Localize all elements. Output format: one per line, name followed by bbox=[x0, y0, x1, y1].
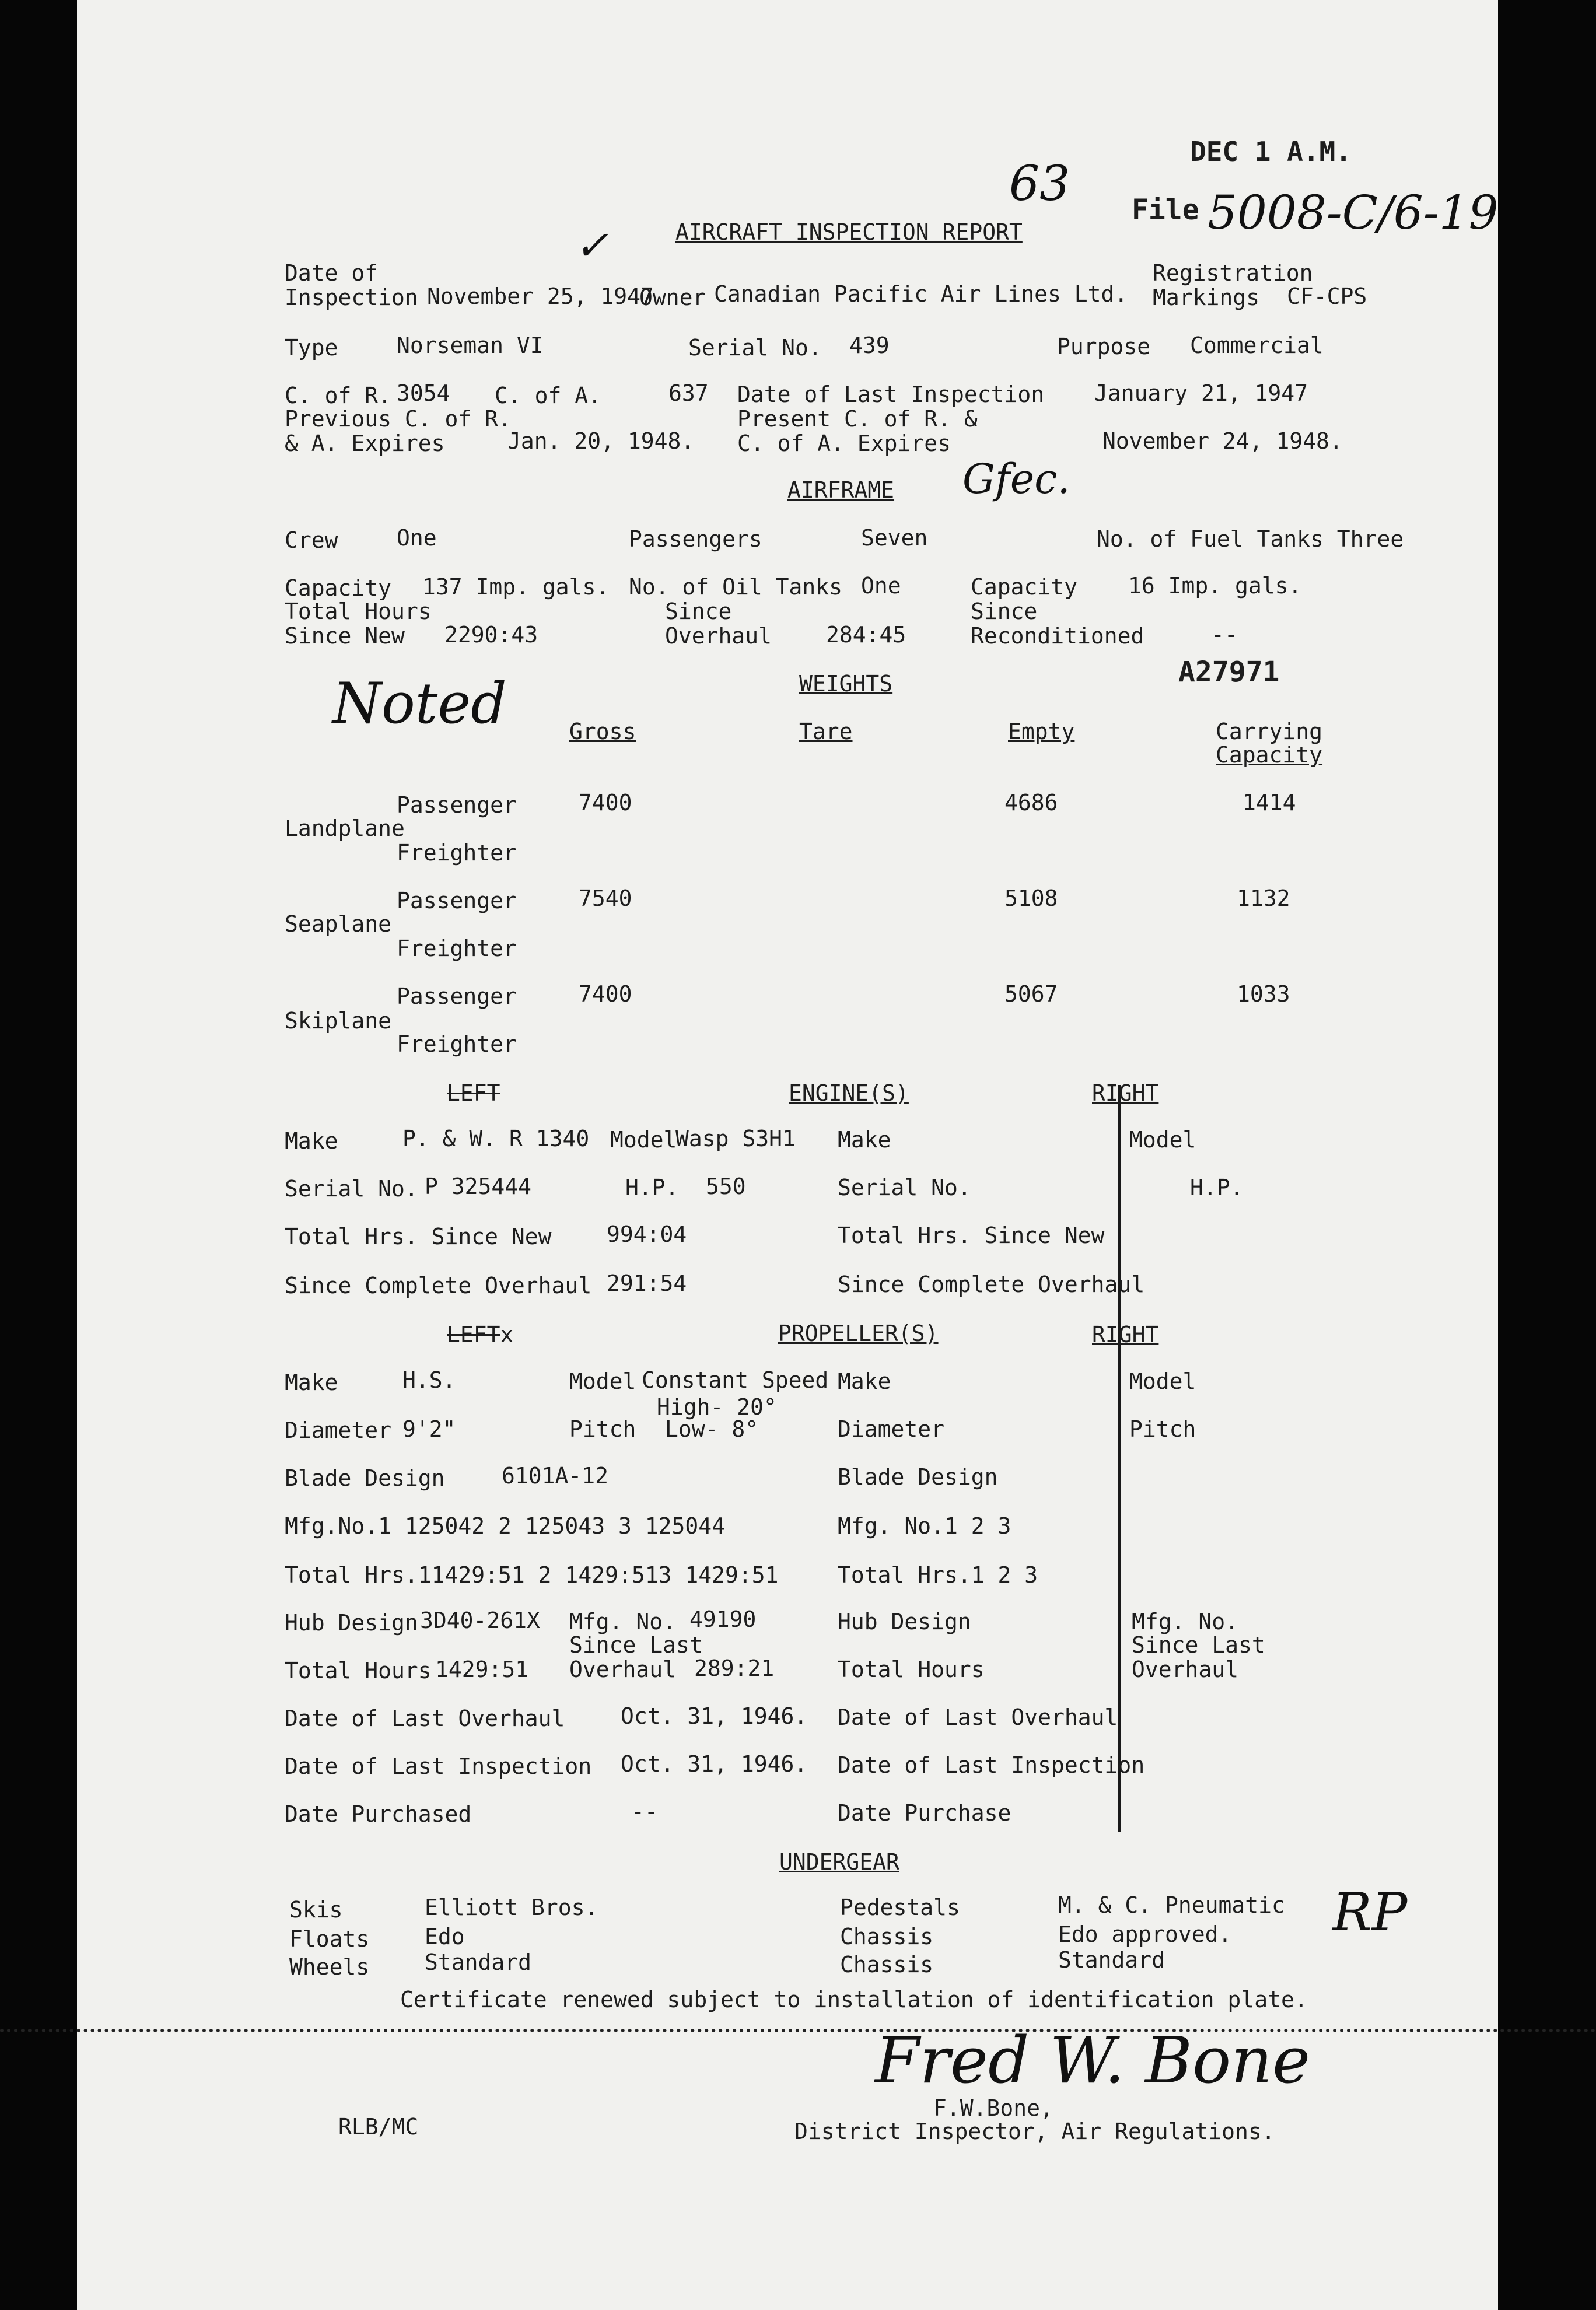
present-expires-value: November 24, 1948. bbox=[1102, 428, 1343, 454]
stamp-date: DEC 1 A.M. bbox=[1190, 136, 1352, 167]
seaplane-passenger-gross: 7540 bbox=[579, 886, 632, 911]
oil-tanks-label: No. of Oil Tanks bbox=[629, 574, 843, 600]
date-purchased-value: -- bbox=[631, 1799, 658, 1825]
skiplane-passenger-label: Passenger bbox=[397, 984, 517, 1009]
previous-expires-label: & A. Expires bbox=[285, 430, 445, 456]
prop-make-value: H.S. bbox=[402, 1367, 456, 1393]
oil-capacity-label: Capacity bbox=[971, 574, 1078, 600]
prop-right-hub-mfg-label: Mfg. No. bbox=[1132, 1609, 1239, 1634]
hub-mfg-label: Mfg. No. bbox=[569, 1609, 677, 1634]
landplane-passenger-empty: 4686 bbox=[1005, 790, 1058, 816]
last-inspection-label: Date of Last Inspection bbox=[737, 382, 1045, 407]
stamp-file-label: File bbox=[1132, 194, 1199, 226]
wheels-value: Standard bbox=[425, 1950, 532, 1975]
seaplane-label: Seaplane bbox=[285, 911, 392, 937]
floats-chassis-value: Edo approved. bbox=[1058, 1922, 1232, 1947]
capacity-header: Capacity bbox=[1216, 742, 1323, 768]
cofr-value: 3054 bbox=[397, 380, 450, 406]
engine-overhaul-label: Since Complete Overhaul bbox=[285, 1273, 592, 1298]
prop-right-mfg-row: Mfg. No.1 2 3 bbox=[838, 1513, 1012, 1539]
cofr-label: C. of R. bbox=[285, 383, 392, 408]
landplane-passenger-carrying: 1414 bbox=[1242, 790, 1296, 816]
prop-right-overhaul-label: Overhaul bbox=[1132, 1657, 1239, 1682]
engine-right-serial-label: Serial No. bbox=[838, 1175, 971, 1200]
last-inspection-value: January 21, 1947 bbox=[1094, 380, 1308, 406]
total-hrs-row: Total Hrs.11429:51 2 1429:513 1429:51 bbox=[285, 1562, 779, 1588]
skiplane-passenger-carrying: 1033 bbox=[1237, 981, 1290, 1007]
floats-value: Edo bbox=[425, 1924, 465, 1950]
fuel-capacity-value: 137 Imp. gals. bbox=[422, 574, 610, 600]
previous-cofr-label: Previous C. of R. bbox=[285, 406, 512, 432]
stamp-file-number: 5008-C/6-19 bbox=[1208, 186, 1499, 240]
purpose-label: Purpose bbox=[1057, 334, 1151, 359]
airframe-heading: AIRFRAME bbox=[788, 477, 895, 503]
tare-header: Tare bbox=[799, 719, 853, 744]
propellers-heading: PROPELLER(S) bbox=[778, 1321, 939, 1346]
total-hours-label: Total Hours bbox=[285, 598, 432, 624]
prop-right-make-label: Make bbox=[838, 1368, 891, 1394]
date-label-2: Inspection bbox=[285, 285, 418, 310]
prop-right-blade-label: Blade Design bbox=[838, 1464, 998, 1490]
floats-label: Floats bbox=[289, 1926, 370, 1952]
inspection-date: November 25, 1947 bbox=[427, 284, 654, 309]
pedestals-label: Pedestals bbox=[840, 1895, 960, 1920]
date-label-1: Date of bbox=[285, 260, 379, 286]
skis-label: Skis bbox=[289, 1897, 343, 1923]
prop-right-since-last-label: Since Last bbox=[1132, 1632, 1265, 1658]
registration-markings: CF-CPS bbox=[1287, 284, 1367, 309]
pedestals-value: M. & C. Pneumatic bbox=[1058, 1892, 1285, 1918]
passengers-label: Passengers bbox=[629, 526, 762, 552]
document-number: A27971 bbox=[1178, 656, 1280, 688]
crew-value: One bbox=[397, 525, 437, 551]
serial-value: 439 bbox=[849, 332, 890, 358]
engine-right-make-label: Make bbox=[838, 1127, 891, 1153]
propeller-right-label: RIGHT bbox=[1092, 1322, 1159, 1348]
prop-right-last-inspection-label: Date of Last Inspection bbox=[838, 1752, 1145, 1778]
type-label: Type bbox=[285, 335, 338, 360]
engine-right-total-hrs-label: Total Hrs. Since New bbox=[838, 1223, 1105, 1248]
skiplane-passenger-gross: 7400 bbox=[579, 981, 632, 1007]
check-mark: ✓ bbox=[575, 222, 609, 270]
prop-right-last-overhaul-label: Date of Last Overhaul bbox=[838, 1704, 1118, 1730]
engines-heading: ENGINE(S) bbox=[789, 1080, 909, 1106]
hub-design-label: Hub Design bbox=[285, 1610, 418, 1636]
skiplane-freighter-label: Freighter bbox=[397, 1031, 517, 1057]
present-cofr-label: Present C. of R. & bbox=[737, 406, 978, 432]
handwritten-initials: Gfec. bbox=[963, 455, 1070, 503]
present-expires-label: C. of A. Expires bbox=[737, 430, 951, 456]
engine-hp-label: H.P. bbox=[625, 1175, 679, 1200]
seaplane-passenger-empty: 5108 bbox=[1005, 886, 1058, 911]
hub-design-value: 3D40-261X bbox=[420, 1608, 540, 1633]
prop-make-label: Make bbox=[285, 1370, 338, 1395]
prop-right-hub-label: Hub Design bbox=[838, 1609, 971, 1634]
date-purchased-label: Date Purchased bbox=[285, 1801, 472, 1827]
cofa-label: C. of A. bbox=[495, 383, 602, 408]
engine-right-hp-label: H.P. bbox=[1190, 1175, 1244, 1200]
engine-right-label: RIGHT bbox=[1092, 1080, 1159, 1106]
engine-model-value: Wasp S3H1 bbox=[676, 1126, 796, 1152]
engine-right-overhaul-label: Since Complete Overhaul bbox=[838, 1272, 1145, 1297]
weights-heading: WEIGHTS bbox=[799, 671, 893, 696]
initials-reference: RLB/MC bbox=[338, 2114, 419, 2140]
since-new-value: 2290:43 bbox=[444, 622, 538, 648]
engine-serial-value: P 325444 bbox=[425, 1174, 532, 1199]
column-divider bbox=[1118, 1085, 1121, 1832]
type-value: Norseman VI bbox=[397, 332, 544, 358]
engine-left-label: LEFT bbox=[447, 1080, 501, 1106]
gross-header: Gross bbox=[569, 719, 636, 744]
prop-right-total-hrs-row: Total Hrs.1 2 3 bbox=[838, 1562, 1038, 1588]
wheels-label: Wheels bbox=[289, 1954, 370, 1980]
overhaul-value: 284:45 bbox=[826, 622, 907, 648]
prop-overhaul-label: Overhaul bbox=[569, 1657, 677, 1682]
purpose-value: Commercial bbox=[1190, 332, 1324, 358]
floats-chassis-label: Chassis bbox=[840, 1924, 934, 1950]
engine-make-label: Make bbox=[285, 1128, 338, 1154]
landplane-passenger-label: Passenger bbox=[397, 792, 517, 818]
engine-hp-value: 550 bbox=[706, 1174, 746, 1199]
prop-total-hours-label: Total Hours bbox=[285, 1658, 432, 1684]
blade-design-value: 6101A-12 bbox=[502, 1463, 609, 1489]
prop-overhaul-value: 289:21 bbox=[694, 1656, 775, 1681]
cofa-value: 637 bbox=[668, 380, 709, 406]
previous-expires-value: Jan. 20, 1948. bbox=[508, 428, 695, 454]
wheels-chassis-value: Standard bbox=[1058, 1947, 1166, 1973]
handwritten-page-number: 63 bbox=[1009, 156, 1070, 212]
engine-total-hrs-label: Total Hrs. Since New bbox=[285, 1224, 552, 1250]
hub-mfg-value: 49190 bbox=[690, 1606, 757, 1632]
prop-pitch-low: Low- 8° bbox=[665, 1416, 759, 1442]
handwritten-noted: Noted bbox=[332, 671, 507, 736]
prop-diameter-label: Diameter bbox=[285, 1418, 392, 1443]
crew-label: Crew bbox=[285, 527, 338, 553]
prop-right-diameter-label: Diameter bbox=[838, 1416, 945, 1442]
reconditioned-value: -- bbox=[1211, 622, 1238, 648]
engine-overhaul-value: 291:54 bbox=[607, 1270, 687, 1296]
prop-right-date-purchase-label: Date Purchase bbox=[838, 1800, 1012, 1826]
passengers-value: Seven bbox=[861, 525, 928, 551]
seaplane-passenger-carrying: 1132 bbox=[1237, 886, 1290, 911]
since-label-1: Since bbox=[665, 598, 732, 624]
propeller-left-suffix: x bbox=[500, 1322, 514, 1348]
landplane-passenger-gross: 7400 bbox=[579, 790, 632, 816]
blade-design-label: Blade Design bbox=[285, 1465, 445, 1491]
signature: Fred W. Bone bbox=[875, 2023, 1311, 2098]
since-new-label: Since New bbox=[285, 623, 405, 649]
landplane-label: Landplane bbox=[285, 816, 405, 841]
engine-total-hrs-value: 994:04 bbox=[607, 1222, 687, 1247]
mfg-no-row: Mfg.No.1 125042 2 125043 3 125044 bbox=[285, 1513, 725, 1539]
oil-capacity-value: 16 Imp. gals. bbox=[1128, 573, 1302, 598]
prop-right-pitch-label: Pitch bbox=[1129, 1416, 1196, 1442]
prop-last-inspection-value: Oct. 31, 1946. bbox=[621, 1751, 808, 1777]
seaplane-freighter-label: Freighter bbox=[397, 936, 517, 961]
fuel-tanks-label: No. of Fuel Tanks Three bbox=[1097, 526, 1404, 552]
last-overhaul-value: Oct. 31, 1946. bbox=[621, 1703, 808, 1729]
prop-pitch-high: High- 20° bbox=[657, 1394, 777, 1420]
skis-value: Elliott Bros. bbox=[425, 1895, 598, 1920]
skiplane-label: Skiplane bbox=[285, 1008, 392, 1034]
prop-right-model-label: Model bbox=[1129, 1368, 1196, 1394]
certificate-note: Certificate renewed subject to installation of identification plate. bbox=[400, 1987, 1308, 2013]
oil-tanks-value: One bbox=[861, 573, 901, 598]
prop-total-hours-value: 1429:51 bbox=[435, 1657, 529, 1682]
prop-model-label: Model bbox=[569, 1368, 636, 1394]
last-overhaul-label: Date of Last Overhaul bbox=[285, 1706, 565, 1731]
skiplane-passenger-empty: 5067 bbox=[1005, 981, 1058, 1007]
serial-label: Serial No. bbox=[688, 335, 822, 360]
since-label-2: Since bbox=[971, 598, 1038, 624]
report-title: AIRCRAFT INSPECTION REPORT bbox=[676, 219, 1023, 245]
seaplane-passenger-label: Passenger bbox=[397, 888, 517, 914]
prop-pitch-label: Pitch bbox=[569, 1416, 636, 1442]
fuel-capacity-label: Capacity bbox=[285, 575, 392, 601]
engine-right-model-label: Model bbox=[1129, 1127, 1196, 1153]
engine-make-value: P. & W. R 1340 bbox=[402, 1126, 590, 1152]
owner-label: Owner bbox=[639, 285, 706, 310]
registration-label: Registration bbox=[1153, 260, 1313, 286]
inspector-title: District Inspector, Air Regulations. bbox=[794, 2119, 1275, 2144]
reconditioned-label: Reconditioned bbox=[971, 623, 1144, 649]
overhaul-label: Overhaul bbox=[665, 623, 772, 649]
undergear-heading: UNDERGEAR bbox=[779, 1849, 900, 1875]
prop-right-total-hours-label: Total Hours bbox=[838, 1657, 985, 1682]
markings-label: Markings bbox=[1153, 285, 1260, 310]
landplane-freighter-label: Freighter bbox=[397, 840, 517, 866]
carrying-header: Carrying bbox=[1216, 719, 1323, 744]
since-last-label: Since Last bbox=[569, 1632, 703, 1658]
wheels-chassis-label: Chassis bbox=[840, 1952, 934, 1978]
handwritten-mark: RP bbox=[1332, 1882, 1408, 1943]
engine-serial-label: Serial No. bbox=[285, 1176, 418, 1202]
owner-name: Canadian Pacific Air Lines Ltd. bbox=[714, 281, 1128, 307]
prop-last-inspection-label: Date of Last Inspection bbox=[285, 1754, 592, 1779]
empty-header: Empty bbox=[1008, 719, 1075, 744]
inspector-name: F.W.Bone, bbox=[933, 2095, 1054, 2121]
prop-model-value: Constant Speed bbox=[642, 1367, 829, 1393]
propeller-left-label bbox=[447, 1322, 513, 1348]
engine-model-label: Model bbox=[610, 1127, 677, 1153]
prop-diameter-value: 9'2" bbox=[402, 1416, 456, 1442]
propeller-left-struck: LEFT bbox=[447, 1322, 501, 1348]
perforation-line bbox=[0, 2029, 1596, 2032]
